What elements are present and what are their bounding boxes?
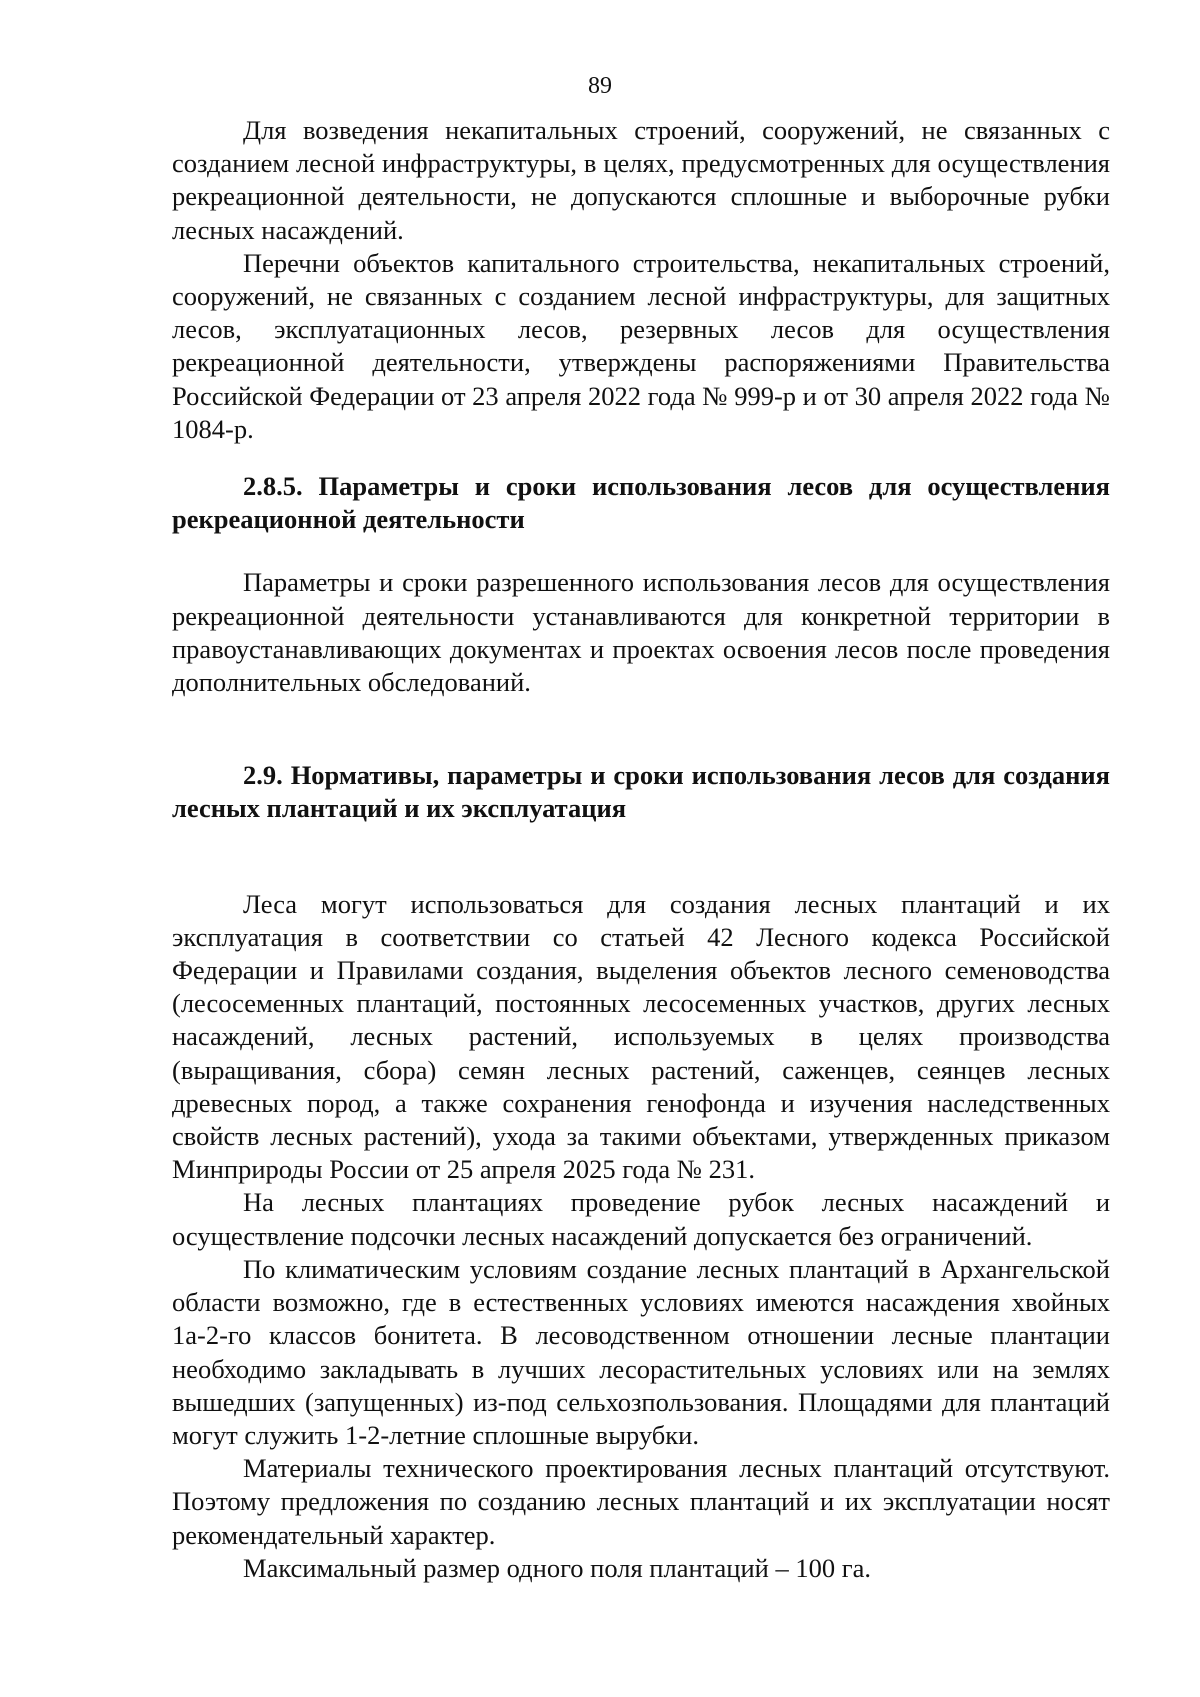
body-paragraph: Параметры и сроки разрешенного использования лесов для осуществления рекреационной деятельности устанавливаются для конкретной территории в правоустанавливающих документах и проектах освоения лесов после проведения дополнительных обследований. [172, 567, 1110, 698]
section-heading-2-8-5: 2.8.5. Параметры и сроки использования лесов для осуществления рекреационной деятельности [172, 471, 1110, 535]
body-paragraph: Леса могут использоваться для создания лесных плантаций и их эксплуатация в соответствии со статьей 42 Лесного кодекса Российской Федерации и Правилами создания, выделения объектов лесного семеноводства (лесосеменных плантаций, постоянных лесосеменных участков, других лесных насаждений, лесных растений, используемых в целях производства (выращивания, сбора) семян лесных растений, саженцев, сеянцев лесных древесных пород, а также сохранения генофонда и изучения наследственных свойств лесных растений), ухода за такими объектами, утвержденных приказом Минприроды России от 25 апреля 2025 года № 231. [172, 888, 1110, 1185]
body-paragraph: Максимальный размер одного поля плантаций – 100 га. [243, 1552, 871, 1583]
spacer [172, 446, 1110, 470]
spacer [172, 826, 1110, 888]
spacer [172, 699, 1110, 759]
body-paragraph: Перечни объектов капитального строительства, некапитальных строений, сооружений, не связанных с созданием лесной инфраструктуры, для защитных лесов, эксплуатационных лесов, резервных лесов для осуществления рекреационной деятельности, утверждены распоряжениями Правительства Российской Федерации от 23 апреля 2022 года № 999-р и от 30 апреля 2022 года № 1084-р. [172, 247, 1110, 444]
spacer [172, 536, 1110, 566]
body-paragraph: Материалы технического проектирования лесных плантаций отсутствуют. Поэтому предложения по созданию лесных плантаций и их эксплуатации носят рекомендательный характер. [172, 1453, 1110, 1550]
body-paragraph: По климатическим условиям создание лесных плантаций в Архангельской области возможно, где в естественных условиях имеются насаждения хвойных 1а-2-го классов бонитета. В лесоводственном отношении лесные плантации необходимо закладывать в лучших лесорастительных условиях или на землях вышедших (запущенных) из-под сельхозпользования. Площадями для плантаций могут служить 1-2-летние сплошные вырубки. [172, 1253, 1110, 1450]
body-paragraph: Для возведения некапитальных строений, сооружений, не связанных с созданием лесной инфраструктуры, в целях, предусмотренных для осуществления рекреационной деятельности, не допускаются сплошные и выборочные рубки лесных насаждений. [172, 115, 1110, 245]
body-paragraph: На лесных плантациях проведение рубок лесных насаждений и осуществление подсочки лесных насаждений допускается без ограничений. [172, 1187, 1110, 1251]
page-content [172, 114, 1110, 1585]
page-number: 89 [588, 73, 612, 99]
section-heading-2-9: 2.9. Нормативы, параметры и сроки использования лесов для создания лесных плантаций и их эксплуатация [172, 760, 1110, 824]
